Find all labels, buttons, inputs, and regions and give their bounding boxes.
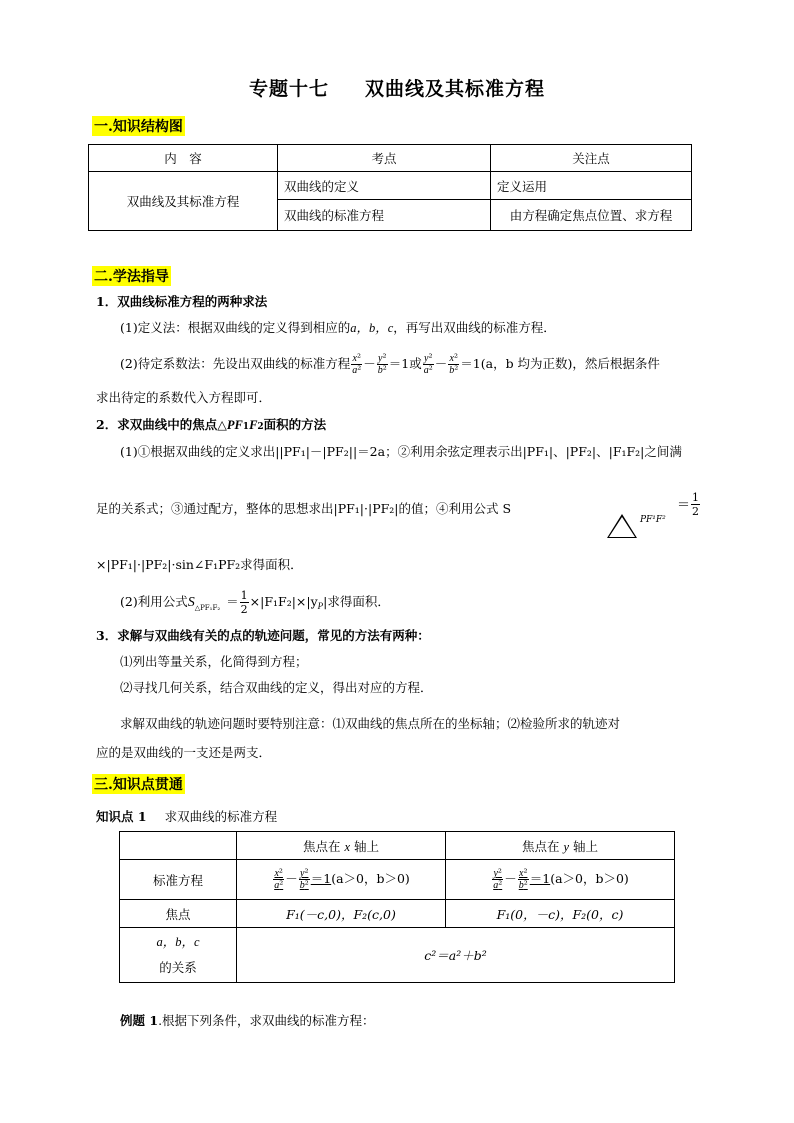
table2-foci-x: F₁(－c,0)，F₂(c,0) [237,900,446,928]
example-1: 例题 1.根据下列条件，求双曲线的标准方程： [120,1013,375,1028]
item2-line2: 足的关系式；③通过配方，整体的思想求出|PF₁|·|PF₂|的值；④利用公式 S [96,501,512,516]
table2-row-label: 标准方程 [120,860,237,900]
table2-header-x: 焦点在 x 轴上 [237,832,446,860]
item1-coefficient-method: (2)待定系数法：先设出双曲线的标准方程 $\frac{\text{x²}}{\text{a²}}$ － $\frac{\text{y²}}{\text{b²}}$ ＝1或 $\frac{\text{y²}}{\text{a²}}$ － $\frac{\text{x²}}{\text{b²}}$ ＝1(a，b 均为正数)，然后根据条件 [120,353,660,376]
table2-corner [120,832,237,860]
title-subject: 双曲线及其标准方程 [365,78,546,100]
section-heading-2: 二.学法指导 [92,266,171,286]
title-topic: 专题十七 [248,78,329,100]
item2-line4: (2)利用公式$S_{\triangle PF_1F_2}$ ＝ $\frac{1}{2}$ $\times|F_1F_2|\times|y_P|$求得面积． [120,589,390,616]
item1-title: 1．双曲线标准方程的两种求法 [96,294,268,309]
knowledge-structure-table [88,144,692,231]
fraction: $\frac{\text{x²}}{\text{b²}}$ [449,353,459,376]
table1-cell: 由方程确定焦点位置、求方程 [491,200,692,231]
fraction: $\frac{\text{x²}}{\text{a²}}$ [352,353,362,376]
item3-title: 3．求解与双曲线有关的点的轨迹问题，常见的方法有两种： [96,628,430,643]
section-heading-3: 三.知识点贯通 [92,774,185,794]
item1-line2: 求出待定的系数代入方程即可． [96,390,272,405]
table1-cell: 定义运用 [491,172,692,200]
knowledge-point-1: 知识点 1 求双曲线的标准方程 [96,809,278,824]
item2-title: 2．求双曲线中的焦点△PF1F2面积的方法 [96,417,327,432]
table2-row-label: 焦点 [120,900,237,928]
standard-equation-table [119,831,675,983]
table1-header-guanzhu: 关注点 [491,145,692,172]
item3-b: ⑵寻找几何关系，结合双曲线的定义，得出对应的方程． [120,680,433,695]
table2-header-y: 焦点在 y 轴上 [446,832,675,860]
table1-header-kaodian: 考点 [278,145,491,172]
table2-foci-y: F₁(0，－c)，F₂(0，c) [446,900,675,928]
table1-cell: 双曲线的定义 [278,172,491,200]
fraction: $\frac{\text{y²}}{\text{a²}}$ [423,353,433,376]
section-heading-1: 一.知识结构图 [92,116,185,136]
table1-row-label: 双曲线及其标准方程 [89,172,278,231]
item2-line1: (1)①根据双曲线的定义求出||PF₁|－|PF₂||＝2a；②利用余弦定理表示出|PF₁|、|PF₂|、|F₁F₂|之间满 [120,444,682,459]
table2-row-label: a，b，c 的关系 [120,928,237,983]
fraction: $\frac{\text{y²}}{\text{b²}}$ [377,353,387,376]
item3-note-line2: 应的是双曲线的一支还是两支． [96,745,272,760]
page-title [0,74,794,101]
item3-a: ⑴列出等量关系，化简得到方程； [120,654,308,669]
item3-note-line1: 求解双曲线的轨迹问题时要特别注意：⑴双曲线的焦点所在的坐标轴；⑵检验所求的轨迹对 [120,716,621,731]
triangle-icon [607,514,637,538]
table1-header-content: 内 容 [89,145,278,172]
item2-line3: ×|PF₁|·|PF₂|·sin∠F₁PF₂求得面积． [96,557,303,572]
equals-sign: ＝ [677,498,691,513]
table2-equation-y: $\frac{\text{y²}}{\text{a²}}$ － $\frac{\text{x²}}{\text{b²}}$ ＝1(a＞0，b＞0) [446,860,675,900]
triangle-subscript: PF¹F² [640,515,666,525]
table2-equation-x: $\frac{\text{x²}}{\text{a²}}$ － $\frac{\text{y²}}{\text{b²}}$ ＝1(a＞0，b＞0) [237,860,446,900]
table2-relation: c²＝a²＋b² [237,928,675,983]
item1-definition-method: (1)定义法：根据双曲线的定义得到相应的a，b，c，再写出双曲线的标准方程． [120,320,556,335]
fraction-one-half: $\frac{1}{2}$ [692,491,699,518]
fraction: $\frac{1}{2}$ [240,589,248,616]
table1-cell: 双曲线的标准方程 [278,200,491,231]
